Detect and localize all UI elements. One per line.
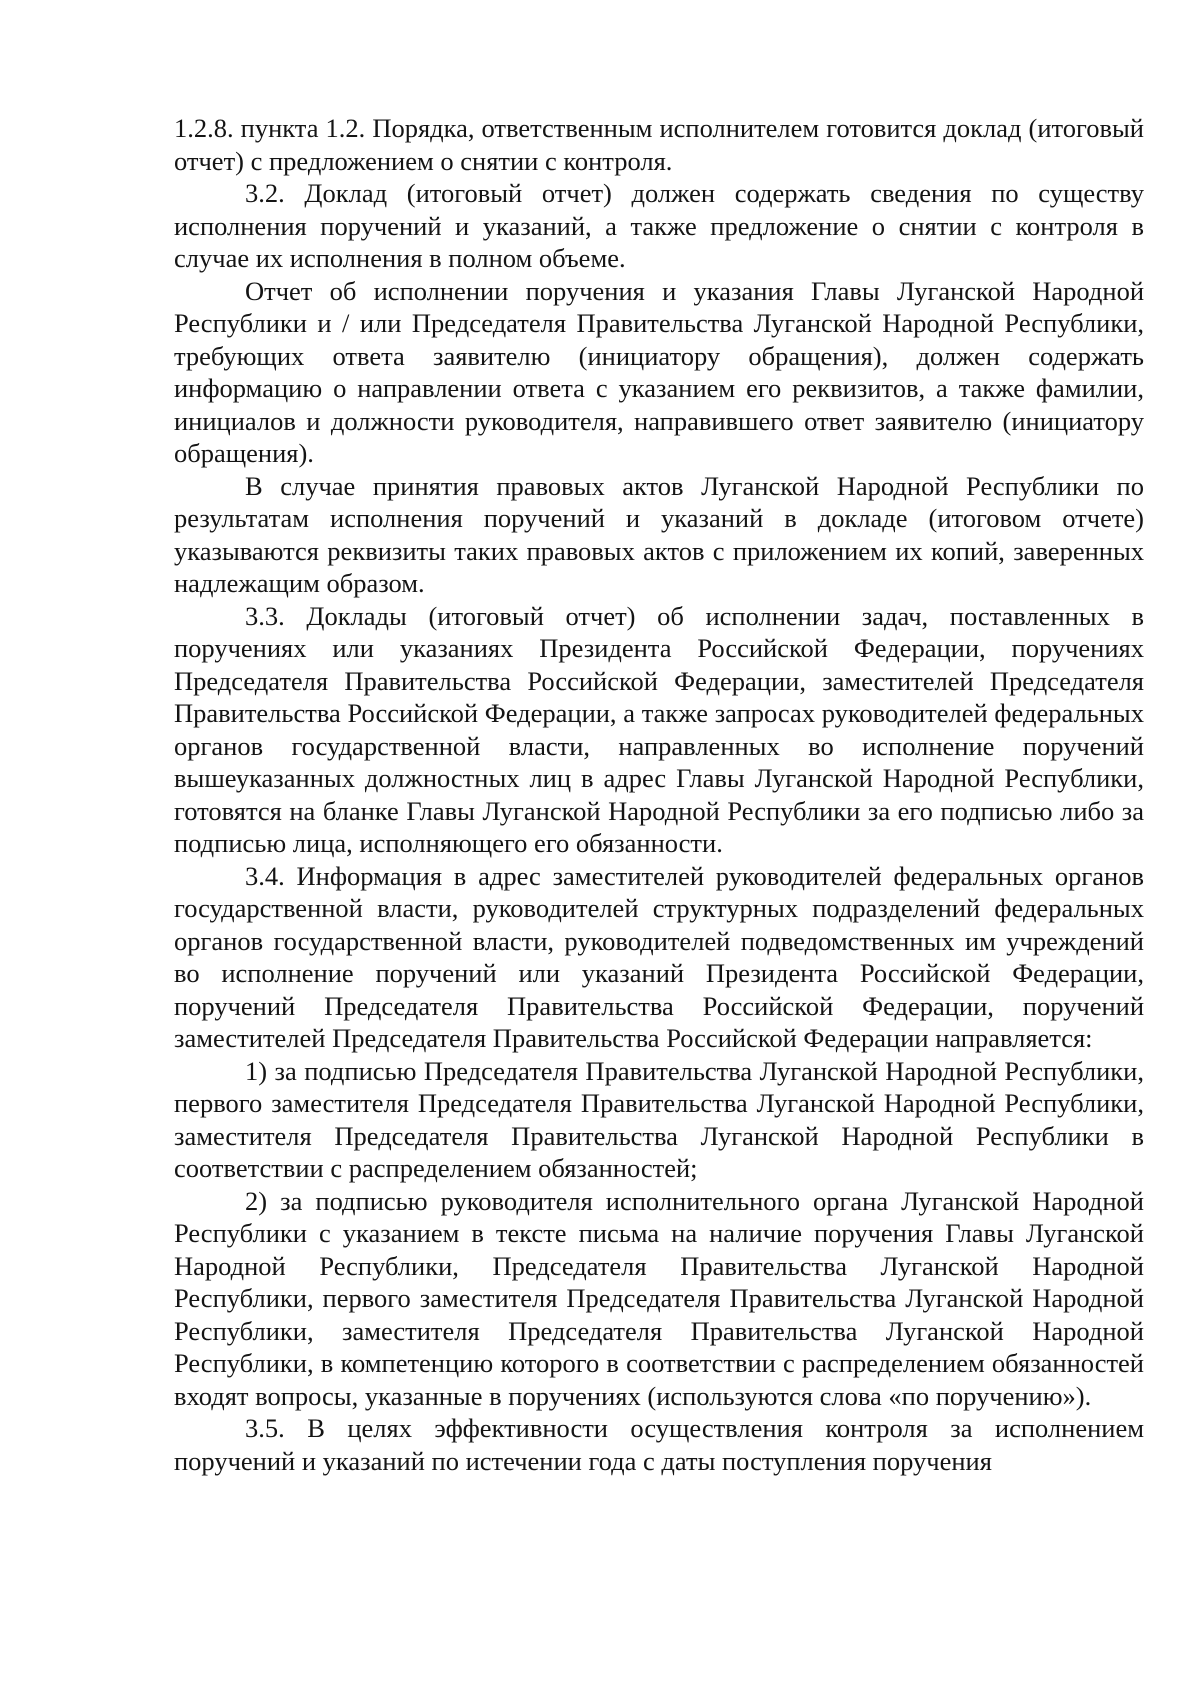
paragraph-3-2: 3.2. Доклад (итоговый отчет) должен содержать сведения по существу исполнения поручений и указаний, а также предложение о снятии с контроля в случае их исполнения в полном объеме. <box>174 178 1144 273</box>
paragraph-3-5: 3.5. В целях эффективности осуществления контроля за исполнением поручений и указаний по истечении года с даты поступления поручения <box>174 1413 1144 1476</box>
list-item-2: 2) за подписью руководителя исполнительного органа Луганской Народной Республики с указанием в тексте письма на наличие поручения Главы Луганской Народной Республики, Председателя Правительства Луганской Народной Республики, первого заместителя Председателя Правительства Луганской Народной Республики, заместителя Председателя Правительства Луганской Народной Республики, в компетенцию которого в соответствии с распределением обязанностей входят вопросы, указанные в поручениях (используются слова «по поручению»). <box>174 1185 1144 1411</box>
paragraph-report-answer: Отчет об исполнении поручения и указания Главы Луганской Народной Республики и / или Председателя Правительства Луганской Народной Республики, требующих ответа заявителю (инициатору обращения), должен содержать информацию о направлении ответа с указанием его реквизитов, а также фамилии, инициалов и должности руководителя, направившего ответ заявителю (инициатору обращения). <box>174 275 1144 468</box>
list-item-1: 1) за подписью Председателя Правительства Луганской Народной Республики, первого заместителя Председателя Правительства Луганской Народной Республики, заместителя Председателя Правительства Луганской Народной Республики в соответствии с распределением обязанностей; <box>174 1055 1144 1183</box>
paragraph-3-4: 3.4. Информация в адрес заместителей руководителей федеральных органов государственной власти, руководителей структурных подразделений федеральных органов государственной власти, руководителей подведомственных им учреждений во исполнение поручений или указаний Президента Российской Федерации, поручений Председателя Правительства Российской Федерации, поручений заместителей Председателя Правительства Российской Федерации направляется: <box>174 860 1144 1053</box>
paragraph-legal-acts: В случае принятия правовых актов Луганской Народной Республики по результатам исполнения поручений и указаний в докладе (итоговом отчете) указываются реквизиты таких правовых актов с приложением их копий, заверенных надлежащим образом. <box>174 470 1144 598</box>
paragraph-3-3: 3.3. Доклады (итоговый отчет) об исполнении задач, поставленных в поручениях или указаниях Президента Российской Федерации, поручениях Председателя Правительства Российской Федерации, заместителей Председателя Правительства Российской Федерации, а также запросах руководителей федеральных органов государственной власти, направленных во исполнение поручений вышеуказанных должностных лиц в адрес Главы Луганской Народной Республики, готовятся на бланке Главы Луганской Народной Республики за его подписью либо за подписью лица, исполняющего его обязанности. <box>174 600 1144 858</box>
document-page <box>174 112 1144 1477</box>
paragraph-1-2-8-continuation: 1.2.8. пункта 1.2. Порядка, ответственным исполнителем готовится доклад (итоговый отчет) с предложением о снятии с контроля. <box>174 113 1144 176</box>
